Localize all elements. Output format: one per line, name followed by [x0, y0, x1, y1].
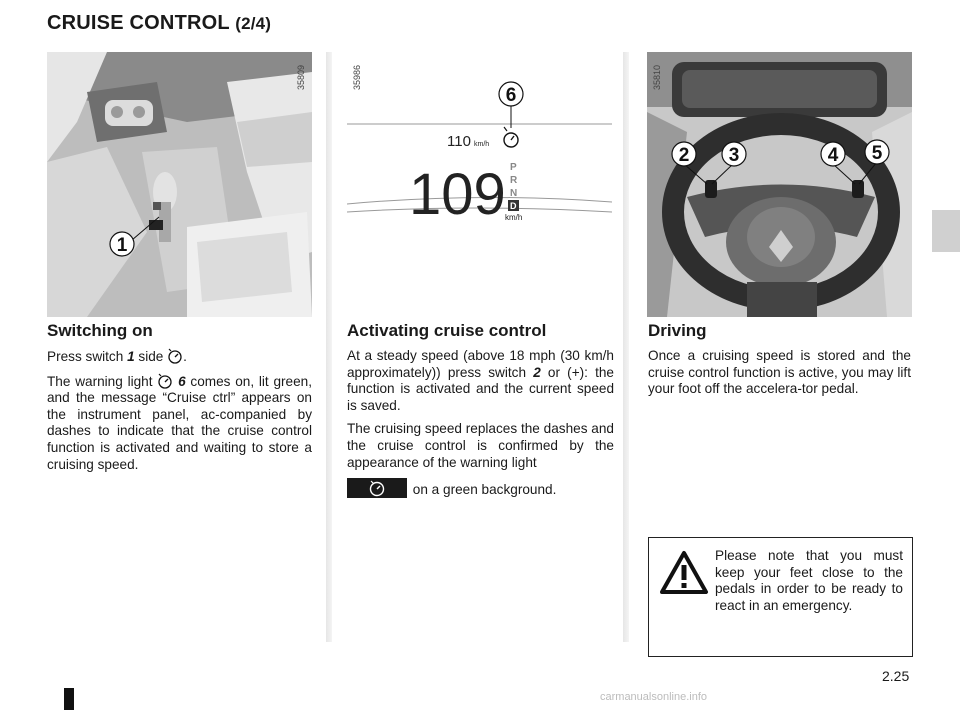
paragraph: Once a cruising speed is stored and the cruise control function is active, you may lift your foot off the accelera-tor pedal. [648, 348, 911, 397]
heading-switching-on: Switching on [47, 321, 153, 340]
reference-number: 6 [178, 373, 186, 389]
set-speed: 110 [447, 133, 471, 150]
page-title [47, 12, 271, 35]
text-run: The warning light [47, 373, 158, 389]
heading-activating: Activating cruise control [347, 321, 547, 340]
figure-id: 35810 [652, 64, 662, 90]
figure-steering-wheel [647, 52, 912, 317]
page-number: 2.25 [882, 668, 910, 684]
speed-unit: km/h [505, 213, 523, 222]
gear-n: N [510, 188, 518, 199]
callout-5: 5 [871, 143, 883, 164]
text-run: on a green background. [409, 482, 557, 498]
paragraph [347, 348, 614, 414]
text-run: At a steady speed (above 18 mph (30 km/h approximately)) press switch [347, 348, 614, 380]
callout-1: 1 [116, 235, 128, 256]
display-illustration [347, 52, 612, 317]
text-run: or (+): the function is activated and the current speed is saved. [347, 364, 614, 413]
console-callouts [47, 52, 312, 317]
text-run: . [183, 349, 187, 364]
paragraph [47, 373, 312, 474]
heading-driving: Driving [648, 321, 707, 340]
paragraph [347, 478, 614, 499]
text-driving [648, 348, 911, 405]
cruise-control-icon [167, 348, 183, 364]
warning-triangle-icon [659, 550, 709, 595]
corner-mark [64, 688, 74, 710]
callout-3: 3 [728, 145, 740, 166]
text-switching-on [47, 348, 312, 480]
warning-box [648, 537, 913, 657]
callout-6: 6 [505, 85, 517, 106]
text-run: comes on, lit green, and the message “Cruise ctrl” appears on the instrument panel, ac-companied by dashes to indicate that the cruise control function is activated and waiting to store a cruising speed. [47, 373, 313, 472]
cruise-control-icon [157, 373, 173, 389]
text-activating [347, 348, 614, 506]
figure-instrument-display [347, 52, 612, 317]
speed-value: 109 [409, 162, 506, 227]
cruise-control-green-icon [347, 478, 407, 498]
title-main: CRUISE CONTROL [47, 12, 230, 34]
reference-number: 1 [127, 349, 135, 364]
title-part: (2/4) [235, 14, 272, 33]
warning-text: Please note that you must keep your feet close to the pedals in order to be ready to react in an emergency. [715, 548, 903, 613]
figure-id: 35986 [352, 64, 362, 90]
steering-callouts [647, 52, 912, 317]
text-run: side [134, 349, 168, 364]
chapter-tab [932, 210, 960, 252]
text-run: Press switch [47, 349, 128, 364]
figure-id: 35809 [296, 64, 306, 90]
gear-r: R [510, 175, 518, 186]
set-speed-unit: km/h [474, 141, 490, 148]
callout-2: 2 [678, 145, 690, 166]
watermark: carmanualsonline.info [600, 691, 708, 703]
gear-p: P [510, 162, 517, 173]
callout-4: 4 [827, 145, 839, 166]
paragraph: The cruising speed replaces the dashes and the cruise control is confirmed by the appearance of the warning light [347, 421, 614, 470]
paragraph [47, 348, 312, 366]
column-separator-2 [623, 52, 629, 642]
figure-console [47, 52, 312, 317]
gear-d: D [510, 201, 517, 211]
reference-number: 2 [533, 364, 541, 380]
column-separator-1 [326, 52, 332, 642]
